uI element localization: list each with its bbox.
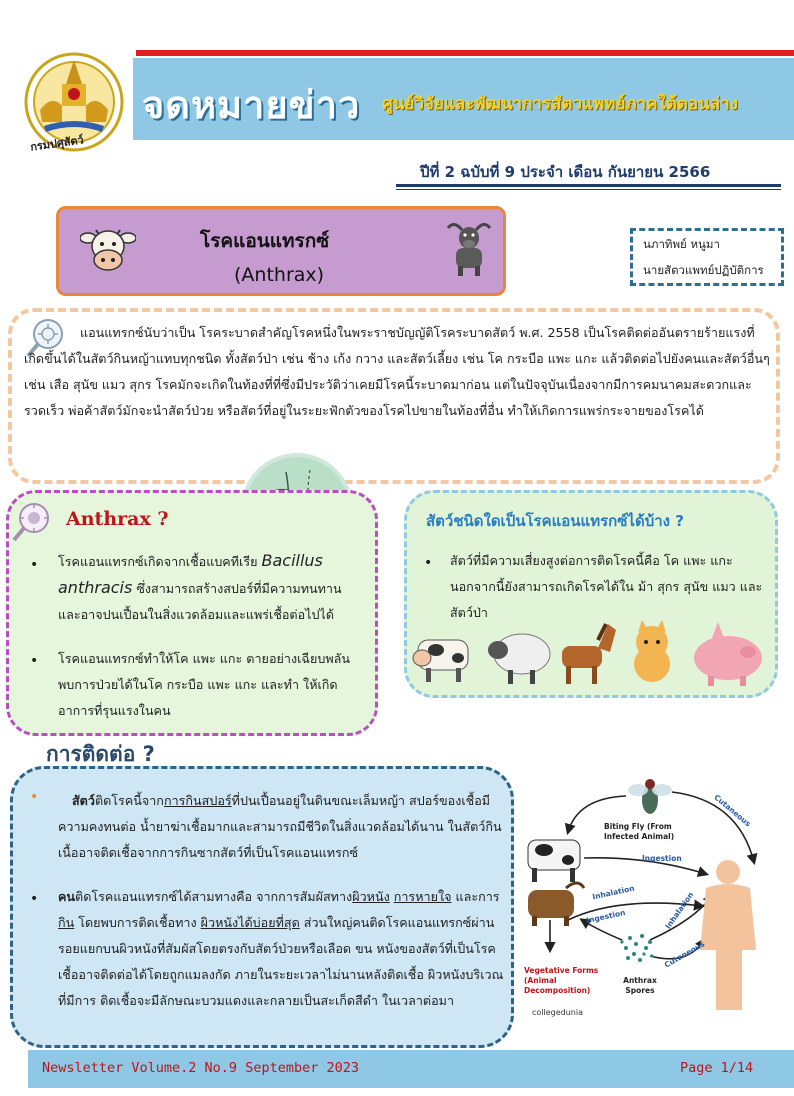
intro-paragraph: แอนแทรกซ์นับว่าเป็น โรคระบาดสำคัญโรคหนึ่งในพระราชบัญญัติโรคระบาดสัตว์ พ.ศ. 2558 เป็นโรคติดต่ออันตรายร้ายแรงที่เกิดขึ้นได้ในสัตว์กินหญ้าแทบทุกชนิด ทั้งสัตว์ป่า เช่น ช้าง เก้ง กวาง และสัตว์เลี้ยง เช่น โค กระบือ แพะ แกะ แล้วติดต่อไปยังคนและสัตว์อื่นๆ เช่น เสือ สุนัข แมว สุกร โรคมักจะเกิดในท้องที่ที่ซึ่งมีประวัติว่าเคยมีโรคนี้ระบาดมาก่อน แต่ในปัจจุบันเนื่องจากมีการคมนาคมสะดวกและรวดเร็ว พ่อค้าสัตว์มักจะนำสัตว์ป่วย หรือสัตว์ที่อยู่ในระยะฟักตัวของโรคไปขายในท้องที่อื่น ทำให้เกิดการแพร่กระจายของโรคได้	[24, 325, 770, 418]
cow-illustration-icon	[413, 640, 468, 682]
sheep-illustration-icon	[488, 634, 550, 684]
horse-illustration-icon	[562, 624, 616, 684]
author-position: นายสัตวแพทย์ปฏิบัติการ	[643, 263, 764, 277]
cow-diagram-icon	[528, 840, 580, 882]
buffalo-icon	[444, 218, 494, 278]
cow-face-icon	[80, 224, 136, 274]
article-title-thai: โรคแอนแทรกซ์	[200, 230, 330, 252]
footer-newsletter-info: Newsletter Volume.2 No.9 September 2023	[42, 1060, 359, 1076]
cutaneous-label-bottom: Cutaneous	[662, 939, 707, 970]
bullet-marker: •	[30, 557, 39, 573]
cutaneous-label-top: Cutaneous	[712, 792, 753, 829]
ingestion-label-top: Ingestion	[642, 854, 682, 863]
spore-ingestion-term: การกินสปอร์	[163, 793, 232, 808]
germ-magnifier-icon	[10, 498, 58, 544]
footer-page-number: Page 1/14	[680, 1060, 754, 1076]
diagram-credit: collegedunia	[532, 1008, 584, 1017]
transmission-diagram	[518, 770, 788, 1026]
bullet-marker: •	[30, 891, 39, 907]
anthrax-spores-label: Anthrax Spores	[623, 976, 657, 995]
cat-illustration-icon	[634, 620, 670, 682]
most-common-route-term: ผิวหนังได้บ่อยที่สุด	[200, 915, 300, 930]
ingestion-route-term: กิน	[58, 915, 75, 930]
animal-transmission-text-a: ติดโรคนี้จาก	[94, 793, 164, 808]
anthrax-box-title: Anthrax ?	[66, 508, 169, 530]
issue-underline-thin	[396, 189, 781, 190]
inhalation-label-left: Inhalation	[591, 883, 636, 902]
bacteria-species-name: Bacillus anthracis	[58, 551, 323, 597]
issue-underline	[396, 184, 781, 187]
newsletter-title: จดหมายข่าว	[142, 83, 361, 127]
biting-fly-label: Biting Fly (From Infected Animal)	[604, 822, 675, 841]
bullet-marker: •	[424, 555, 433, 571]
newsletter-subtitle: ศูนย์วิจัยและพัฒนาการสัตวแพทย์ภาคใต้ตอนล่าง	[382, 94, 738, 114]
buffalo-diagram-icon	[528, 883, 584, 926]
human-transmission-text-c: โดยพบการติดเชื้อทาง	[74, 915, 201, 930]
pig-illustration-icon	[694, 622, 762, 686]
human-transmission-text-a: ติดโรคแอนแทรกซ์ได้สามทางคือ จากการสัมผัสทาง	[75, 889, 353, 904]
department-logo	[22, 50, 132, 160]
ingestion-label-mid: Ingestion	[585, 907, 627, 926]
anthrax-spores-icon	[620, 934, 653, 962]
human-transmission-text-b: และการ	[455, 889, 500, 904]
bullet-marker: •	[30, 789, 39, 805]
vegetative-forms-label: Vegetative Forms (Animal Decomposition)	[524, 966, 599, 995]
inhalation-label-right: Inhalation	[663, 890, 696, 931]
header-red-line	[136, 50, 794, 56]
anthrax-effect-text: โรคแอนแทรกซ์ทำให้โค แพะ แกะ ตายอย่างเฉียบพลัน พบการป่วยได้ในโค กระบือ แพะ แกะ และทำ ให้เกิดอาการที่รุนแรงในคน	[58, 651, 350, 718]
issue-info: ปีที่ 2 ฉบับที่ 9 ประจำ เดือน กันยายน 2566	[420, 163, 711, 181]
author-name: นภาทิพย์ หนูมา	[643, 237, 720, 251]
species-list-text: สัตว์ที่มีความเสี่ยงสูงต่อการติดโรคนี้คือ โค แพะ แกะ นอกจากนี้ยังสามารถเกิดโรคได้ใน ม้า สุกร สุนัข แมว และสัตว์ป่า	[450, 553, 763, 620]
human-transmission-text-d: ส่วนใหญ่คนติดโรคแอนแทรกซ์ผ่านรอยแยกบนผิวหนังที่สัมผัสโดยตรงกับสัตว์ป่วยหรือเลือด ขน หนังของสัตว์ที่เป็นโรค เชื้ออาจติดต่อได้โดยถูกแมลงกัด ภายในระยะเวลาไม่นานหลังติดเชื้อ ผิวหนังบริเวณที่มีการ ติดเชื้อจะมีลักษณะบวมแดงและกลายเป็นสะเก็ดสีดำ ในเวลาต่อมา	[58, 915, 504, 1008]
animal-label: สัตว์	[72, 793, 95, 808]
transmission-heading: การติดต่อ ?	[46, 742, 155, 766]
logo-text: กรมปศุสัตว์	[29, 133, 85, 154]
animal-illustrations	[412, 618, 772, 690]
anthrax-cause-text	[58, 548, 364, 628]
human-silhouette-icon	[700, 860, 756, 1010]
bullet-marker: •	[30, 653, 39, 669]
human-transmission-text	[58, 884, 504, 1014]
animal-transmission-text	[58, 788, 504, 866]
animal-transmission-text-b: ที่ปนเปื้อนอยู่ในดินขณะเล็มหญ้า สปอร์ของเชื้อมีความคงทนต่อ น้ำยาฆ่าเชื้อมากและสามารถมีชีวิตในสิ่งแวดล้อมได้นาน ในสัตว์กินเนื้ออาจติดเชื้อจากการกินซากสัตว์ที่เป็นโรคแอนแทรกซ์	[58, 793, 502, 860]
skin-route-term: ผิวหนัง	[352, 889, 390, 904]
inhalation-route-term: การหายใจ	[393, 889, 452, 904]
anthrax-cause-text-b: ซึ่งสามารถสร้างสปอร์ที่มีความทนทาน และอาจปนเปื้อนในสิ่งแวดล้อมและแพร่เชื้อต่อไปได้	[58, 581, 342, 622]
biting-fly-icon	[628, 779, 672, 814]
human-label: คน	[58, 889, 76, 904]
anthrax-cause-text-a: โรคแอนแทรกซ์เกิดจากเชื้อแบคทีเรีย	[58, 554, 262, 569]
article-title-english: (Anthrax)	[234, 264, 325, 286]
species-box-title: สัตว์ชนิดใดเป็นโรคแอนแทรกซ์ได้บ้าง ?	[426, 512, 684, 530]
